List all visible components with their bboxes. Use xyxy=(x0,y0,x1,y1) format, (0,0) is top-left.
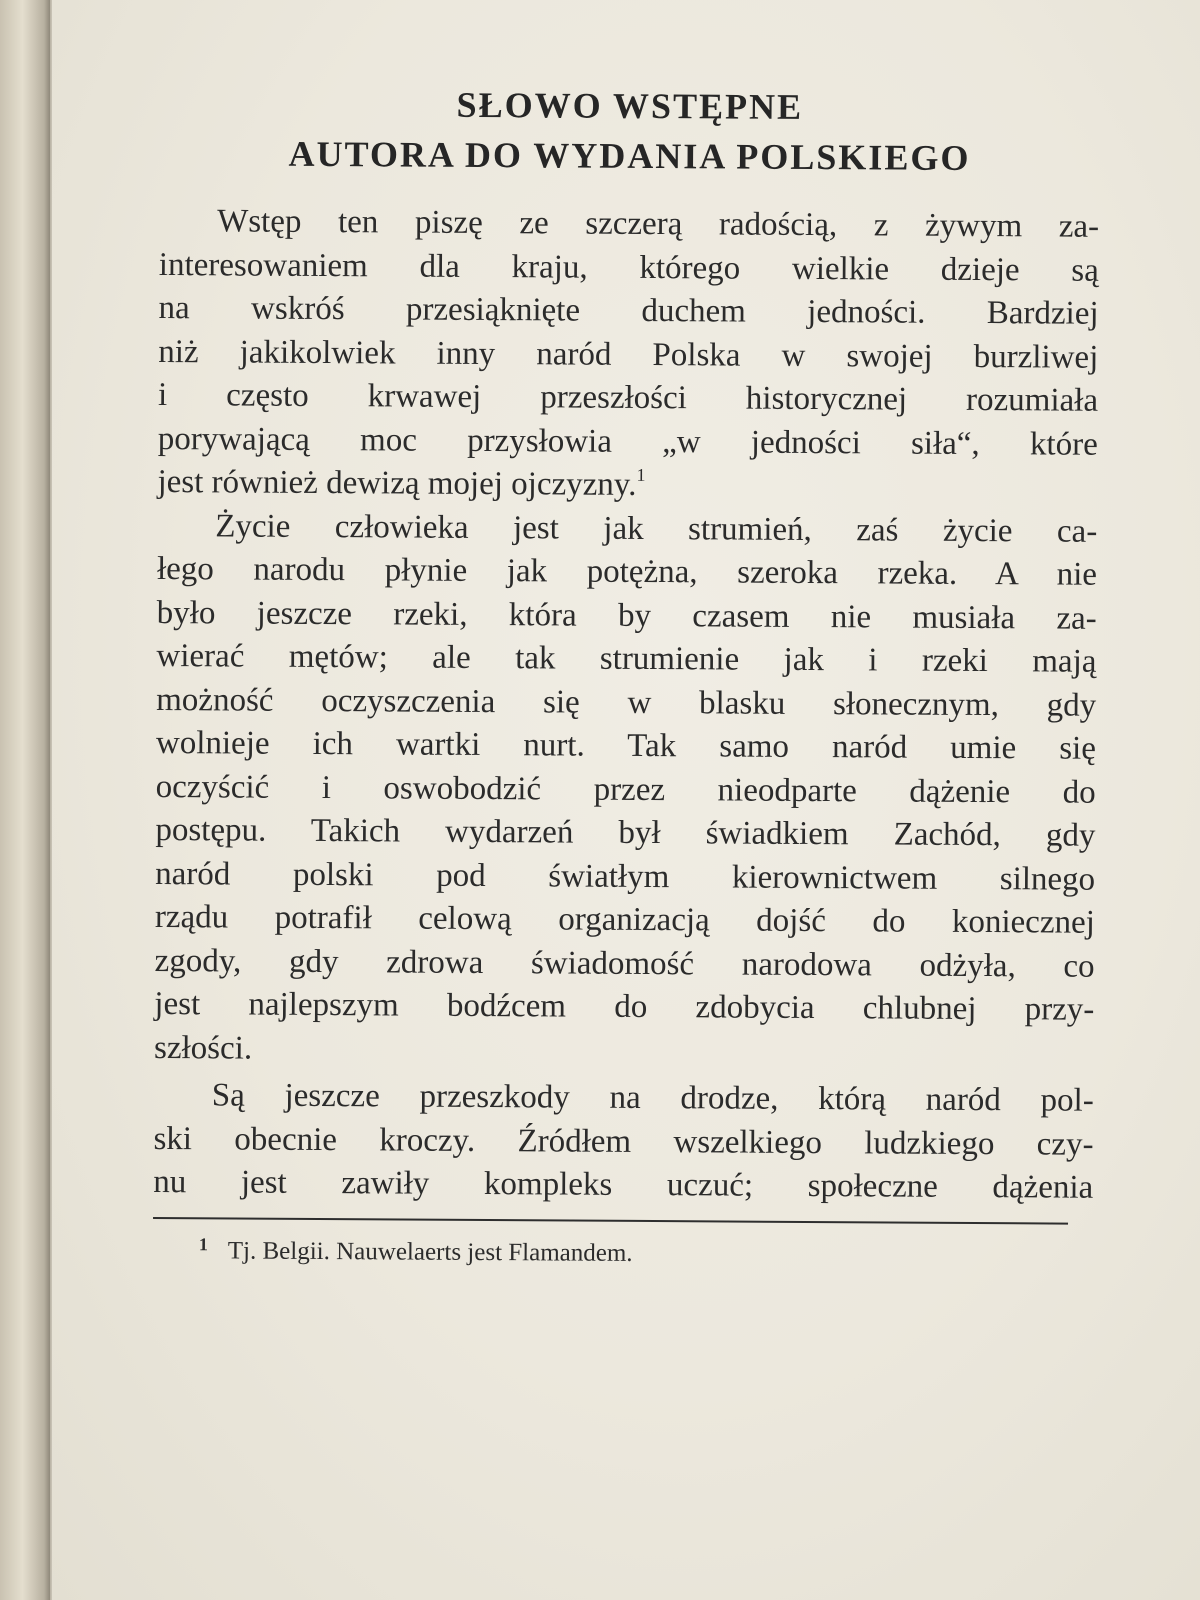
text-line: nu jest zawiły kompleks uczuć; społeczne dążenia xyxy=(153,1163,1094,1206)
text-line: rządu potrafił celową organizacją dojść do koniecznej xyxy=(154,898,1095,941)
footnote-number: 1 xyxy=(198,1233,208,1254)
text-line: niż jakikolwiek inny naród Polska w swojej burzliwej xyxy=(158,333,1099,376)
footnote-marker[interactable]: 1 xyxy=(636,464,646,485)
text-line: wierać mętów; ale tak strumienie jak i rzeki mają xyxy=(156,637,1097,680)
text-line: zgody, gdy zdrowa świadomość narodowa odżyła, co xyxy=(154,942,1095,985)
text-line: ski obecnie kroczy. Źródłem wszelkiego ludzkiego czy- xyxy=(153,1120,1094,1163)
page-heading xyxy=(159,78,1100,184)
text-line: naród polski pod światłym kierownictwem silnego xyxy=(155,855,1096,898)
heading-line-1: SŁOWO WSTĘPNE xyxy=(456,84,804,127)
text-line: wolnieje ich wartki nurt. Tak samo naród umie się xyxy=(155,724,1097,767)
footnote xyxy=(153,1226,1093,1273)
text-line: szłości. xyxy=(153,1029,253,1067)
text-line: możność oczyszczenia się w blasku słonecznym, gdy xyxy=(156,681,1097,724)
text-line: interesowaniem dla kraju, którego wielkie dzieje są xyxy=(158,246,1099,289)
text-line: i często krwawej przeszłości historycznej rozumiała xyxy=(157,376,1099,419)
footnote-divider xyxy=(153,1216,1068,1224)
text-line: na wskróś przesiąknięte duchem jedności. Bardziej xyxy=(158,289,1099,332)
text-line: jest najlepszym bodźcem do zdobycia chlubnej przy- xyxy=(154,985,1095,1028)
text-line-with-footnote xyxy=(157,461,1097,510)
text-line: Wstęp ten piszę ze szczerą radością, z żywym za- xyxy=(217,203,1100,245)
heading-line-2: AUTORA DO WYDANIA POLSKIEGO xyxy=(288,133,971,178)
footnote-text: Tj. Belgii. Nauwelaerts jest Flamandem. xyxy=(227,1236,633,1267)
text-line: łego narodu płynie jak potężna, szeroka rzeka. A nie xyxy=(156,550,1098,593)
body-text xyxy=(153,200,1099,1210)
text-line: postępu. Takich wydarzeń był świadkiem Zachód, gdy xyxy=(155,811,1096,854)
previous-page-edge xyxy=(0,0,50,1600)
text-line: jest również dewizą mojej ojczyzny. xyxy=(157,463,637,503)
text-line: Życie człowieka jest jak strumień, zaś życie ca- xyxy=(215,507,1098,550)
text-line: porywającą moc przysłowia „w jedności siła“, które xyxy=(157,420,1098,463)
text-line: było jeszcze rzeki, która by czasem nie musiała za- xyxy=(156,594,1097,637)
text-line: oczyścić i oswobodzić przez nieodparte dążenie do xyxy=(155,768,1096,811)
page-text-block xyxy=(153,78,1100,1273)
text-line: Są jeszcze przeszkody na drodze, którą naród pol- xyxy=(211,1077,1094,1119)
